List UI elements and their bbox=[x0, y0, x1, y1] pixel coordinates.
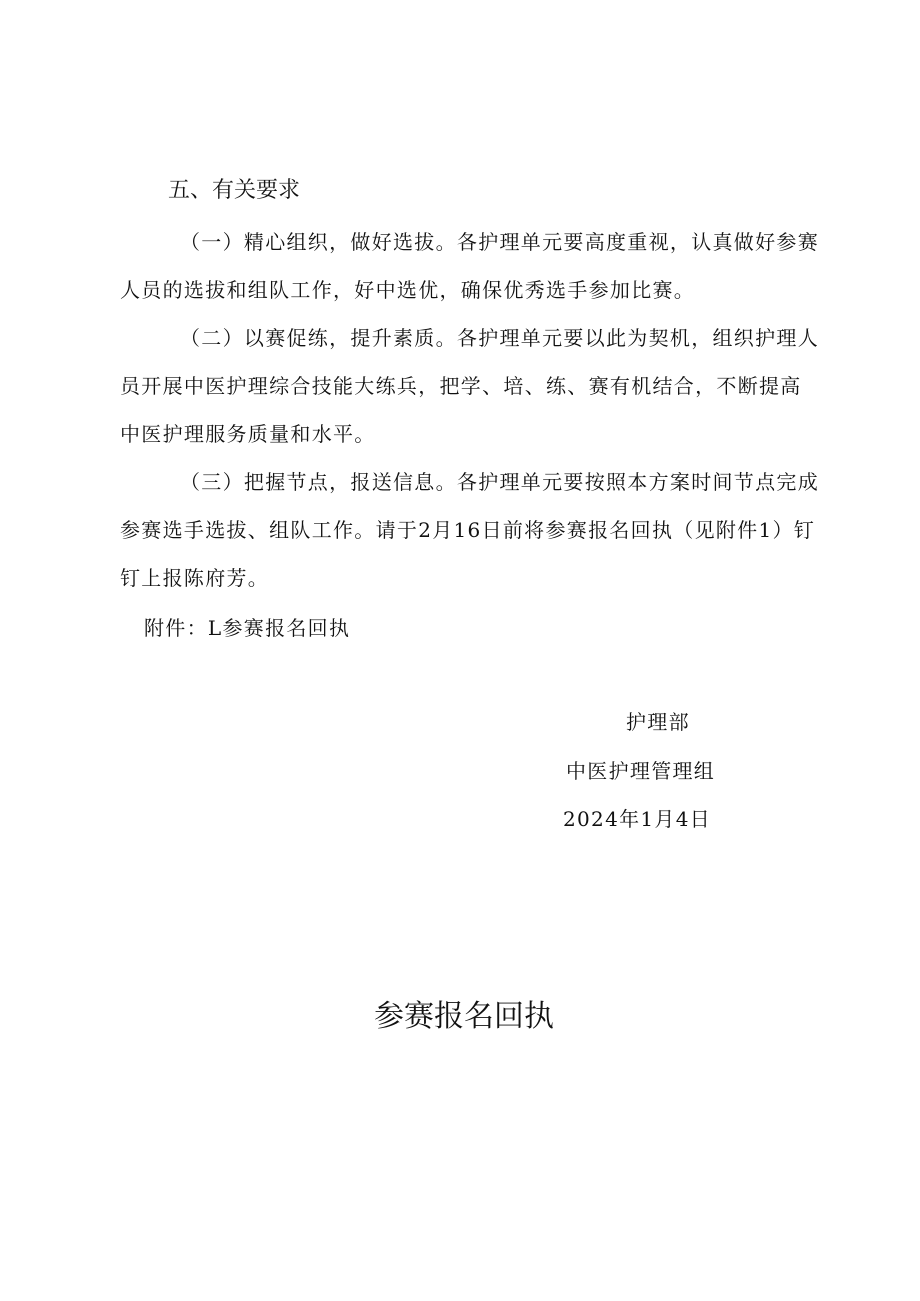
signature-date: 2024年1月4日 bbox=[563, 807, 712, 831]
attachment-note: 附件：L参赛报名回执 bbox=[144, 616, 351, 640]
section-heading: 五、有关要求 bbox=[168, 178, 301, 203]
requirement-paragraph-2: （二）以赛促练，提升素质。各护理单元要以此为契机，组织护理人员开展中医护理综合技能大练兵，把学、培、练、赛有机结合，不断提高中医护理服务质量和水平。 bbox=[120, 326, 819, 446]
requirement-paragraph-1: （一）精心组织，做好选拔。各护理单元要高度重视，认真做好参赛人员的选拔和组队工作，好中选优，确保优秀选手参加比赛。 bbox=[120, 230, 819, 302]
signature-department: 护理部 bbox=[626, 710, 690, 734]
registration-form-title: 参赛报名回执 bbox=[374, 999, 554, 1034]
signature-group: 中医护理管理组 bbox=[566, 759, 716, 783]
requirement-paragraph-3: （三）把握节点，报送信息。各护理单元要按照本方案时间节点完成参赛选手选拔、组队工作。请于2月16日前将参赛报名回执（见附件1）钉钉上报陈府芳。 bbox=[120, 470, 819, 590]
